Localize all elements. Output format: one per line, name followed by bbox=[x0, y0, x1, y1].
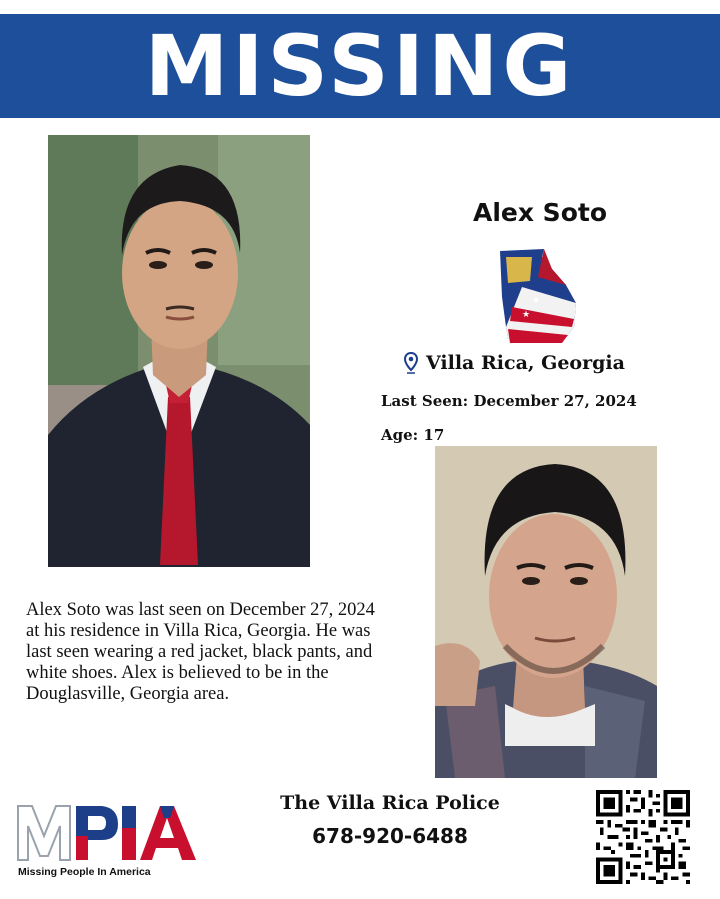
svg-text:★: ★ bbox=[522, 310, 531, 320]
svg-text:★: ★ bbox=[532, 296, 541, 306]
logo-tagline: Missing People In America bbox=[18, 866, 151, 878]
person-name: Alex Soto bbox=[472, 198, 607, 227]
georgia-map-icon bbox=[492, 247, 582, 347]
description-text: Alex Soto was last seen on December 27, 2024 at his residence in Villa Rica, Georgia. He was last seen wearing a red jacket, black pants, and white shoes. Alex is believed to be in the Douglasville, Georgia area. bbox=[26, 600, 375, 704]
location-line bbox=[404, 352, 625, 374]
qr-code-icon[interactable] bbox=[596, 790, 690, 884]
main-photo bbox=[48, 135, 310, 567]
location-text: Villa Rica, Georgia bbox=[426, 352, 625, 374]
mpia-logo-mark bbox=[14, 800, 204, 864]
last-seen: Last Seen: December 27, 2024 bbox=[381, 392, 637, 410]
police-phone: 678-920-6488 bbox=[312, 824, 468, 848]
second-photo bbox=[435, 446, 657, 778]
map-pin-icon bbox=[404, 352, 418, 374]
age: Age: 17 bbox=[381, 426, 445, 444]
main-photo-image bbox=[48, 135, 310, 567]
missing-banner bbox=[0, 14, 720, 118]
police-agency: The Villa Rica Police bbox=[280, 792, 500, 814]
banner-title: MISSING bbox=[144, 17, 576, 115]
second-photo-image bbox=[435, 446, 657, 778]
